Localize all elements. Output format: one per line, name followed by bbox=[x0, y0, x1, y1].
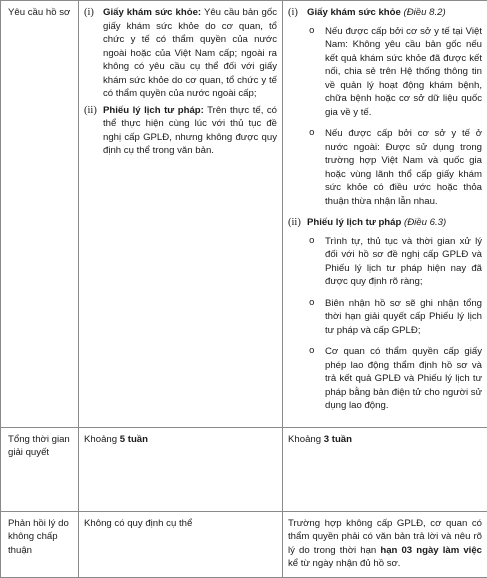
bullet-text: Trình tự, thủ tục và thời gian xử lý đối với hồ sơ đề nghị cấp GPLĐ và Phiếu lý lịch tư pháp hiện nay đã được quy định rõ ràng; bbox=[325, 236, 482, 288]
table-row-processing-time bbox=[1, 427, 487, 511]
cell-text: Trường hợp không cấp GPLĐ, cơ quan có thẩm quyền phải có văn bản trả lời và nêu rõ lý do trong thời hạn bbox=[288, 518, 482, 556]
cell-current-processing-time bbox=[79, 427, 283, 511]
bullet-item bbox=[307, 25, 482, 120]
cell-current-requirements bbox=[79, 1, 283, 428]
row-label-rejection-feedback bbox=[1, 511, 79, 577]
bullet-item bbox=[307, 127, 482, 208]
bullet-icon: o bbox=[309, 235, 315, 249]
bullet-item bbox=[307, 297, 482, 338]
row-label-text: Tổng thời gian giải quyết bbox=[8, 434, 70, 459]
bullet-icon: o bbox=[309, 25, 315, 39]
item-term: Giấy khám sức khỏe bbox=[307, 7, 401, 18]
bullet-text: Biên nhận hồ sơ sẽ ghi nhận tổng thời hạn giải quyết cấp Phiếu lý lịch tư pháp và cấp GPLĐ; bbox=[325, 298, 482, 336]
cell-current-rejection-feedback bbox=[79, 511, 283, 577]
item-text: Yêu cầu bản gốc giấy khám sức khỏe do cơ quan, tổ chức y tế có thẩm quyền của nước ngoài hoặc của Việt Nam cấp; ngoài ra không có yêu cầu cụ thể đối với giấy khám sức khỏe do cơ quan, tổ chức y tế có thẩm quyền của nước ngoài cấp; bbox=[103, 7, 277, 99]
row-label-requirements bbox=[1, 1, 79, 428]
numbered-list bbox=[84, 6, 277, 158]
item-term: Phiếu lý lịch tư pháp: bbox=[103, 105, 204, 116]
item-text: Trên thực tế, có thể thực hiện cùng lúc với thủ tục đề nghị cấp GPLĐ, nhưng không được quy định cụ thể trong văn bản. bbox=[103, 105, 277, 157]
list-item-criminal-record bbox=[84, 104, 277, 158]
row-label-text: Yêu cầu hồ sơ bbox=[8, 7, 70, 18]
cell-emphasis: hạn 03 ngày làm việc bbox=[380, 545, 482, 556]
table-row-requirements bbox=[1, 1, 487, 428]
bullet-icon: o bbox=[309, 345, 315, 359]
cell-text-end: kể từ ngày nhận đủ hồ sơ. bbox=[288, 558, 400, 569]
table-row-rejection-feedback bbox=[1, 511, 487, 577]
row-label-processing-time bbox=[1, 427, 79, 511]
list-item-health-certificate bbox=[288, 6, 482, 208]
bullet-text: Nếu được cấp bởi cơ sở y tế tại Việt Nam: Không yêu cầu bản gốc nếu kết quả khám sức khỏe đã được kết nối, chia sẻ trên Hệ thống thông tin về quản lý hoạt động khám bệnh, chữa bệnh hoặc cơ sở dữ liệu quốc gia về y tế. bbox=[325, 26, 482, 118]
cell-text: Không có quy định cụ thể bbox=[84, 518, 192, 529]
cell-new-rejection-feedback bbox=[283, 511, 487, 577]
bullet-item bbox=[307, 345, 482, 413]
cell-new-requirements bbox=[283, 1, 487, 428]
numbered-list bbox=[288, 6, 482, 413]
cell-text: Khoảng bbox=[84, 434, 120, 445]
bullet-text: Nếu được cấp bởi cơ sở y tế ở nước ngoài: Được sử dụng trong trường hợp Việt Nam và quốc gia hoặc vùng lãnh thổ cấp giấy khám sức khỏe có điều ước hoặc thỏa thuận thừa nhận lẫn nhau. bbox=[325, 128, 482, 207]
item-number: (i) bbox=[84, 6, 94, 20]
item-number: (ii) bbox=[84, 104, 97, 118]
cell-new-processing-time bbox=[283, 427, 487, 511]
row-label-text: Phản hồi lý do không chấp thuận bbox=[8, 518, 69, 556]
item-term: Giấy khám sức khỏe: bbox=[103, 7, 201, 18]
bullet-item bbox=[307, 235, 482, 289]
bullet-list bbox=[307, 25, 482, 209]
item-number: (i) bbox=[288, 6, 298, 20]
bullet-list bbox=[307, 235, 482, 413]
item-reference: (Điều 6.3) bbox=[401, 217, 446, 228]
cell-text: Khoảng bbox=[288, 434, 324, 445]
bullet-icon: o bbox=[309, 127, 315, 141]
cell-emphasis: 3 tuần bbox=[324, 434, 352, 445]
list-item-criminal-record bbox=[288, 216, 482, 413]
item-term: Phiếu lý lịch tư pháp bbox=[307, 217, 401, 228]
item-reference: (Điều 8.2) bbox=[401, 7, 446, 18]
item-number: (ii) bbox=[288, 216, 301, 230]
list-item-health-certificate bbox=[84, 6, 277, 101]
bullet-text: Cơ quan có thẩm quyền cấp giấy phép lao động thẩm định hồ sơ và trả kết quả GPLĐ và Phiếu lý lịch tư pháp bằng bản điện tử cho người sử dụng lao động. bbox=[325, 346, 482, 411]
bullet-icon: o bbox=[309, 297, 315, 311]
cell-emphasis: 5 tuần bbox=[120, 434, 148, 445]
